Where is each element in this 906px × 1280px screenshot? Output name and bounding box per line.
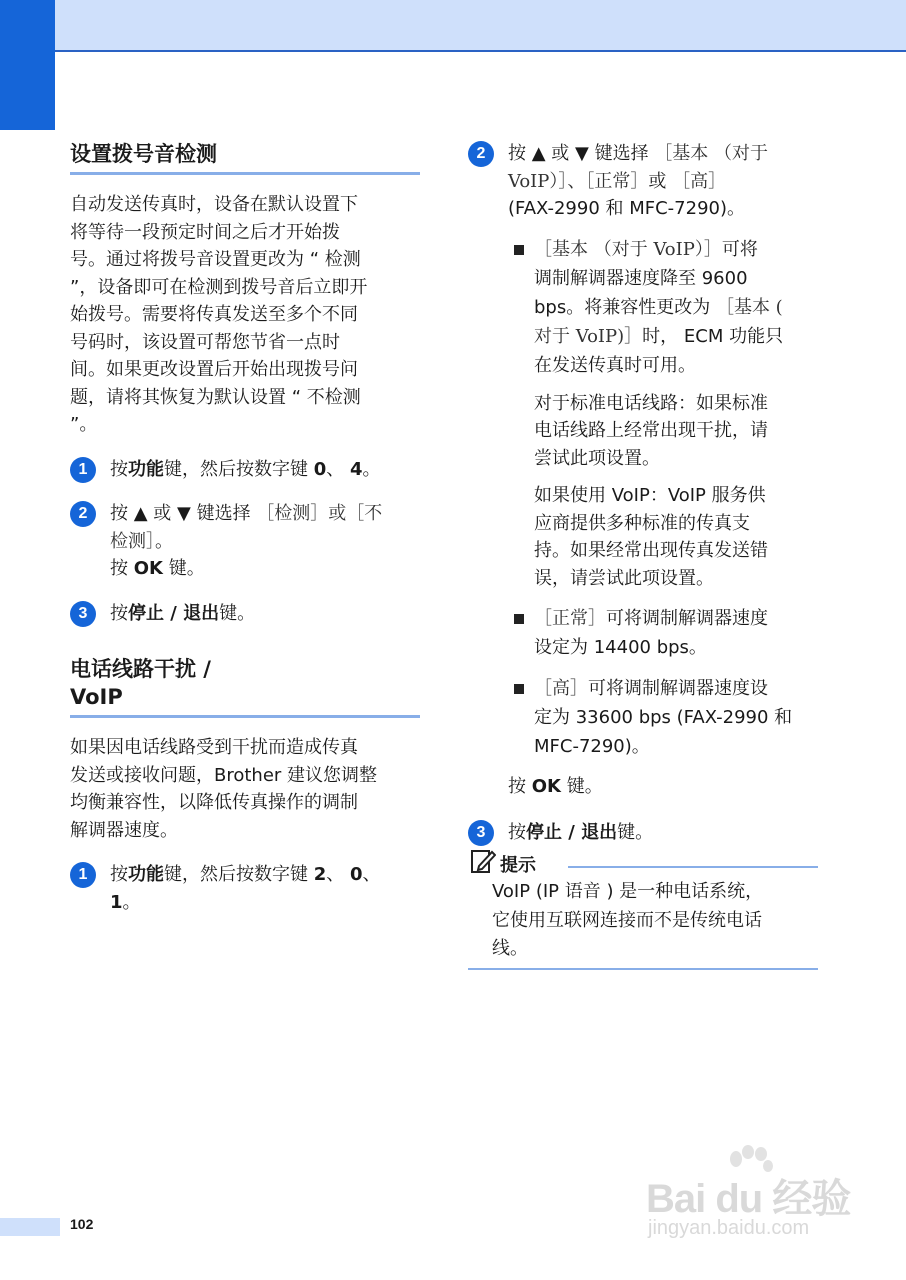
step-number: 1 (70, 457, 96, 483)
watermark-brand: Bai du 经验 (646, 1177, 851, 1221)
step-number: 3 (468, 820, 494, 846)
baidu-watermark (640, 1145, 860, 1245)
note-header (468, 848, 818, 878)
watermark-url: jingyan.baidu.com (648, 1217, 810, 1239)
step-number: 2 (468, 141, 494, 167)
voip-paragraph: 如果因电话线路受到干扰而造成传真 发送或接收问题，Brother 建议您调整 均衡兼容性，以降低传真操作的调制 解调器速度。 (70, 737, 378, 841)
step-3-dial: 3 按停止 / 退出键。 (70, 600, 420, 628)
left-column (70, 140, 420, 916)
basic-voip-service-note: 如果使用 VoIP：VoIP 服务供 应商提供多种标准的传真支 持。如果经常出现传真发送错 误，请尝试此项设置。 (534, 485, 768, 589)
note-body: VoIP (IP 语音 ) 是一种电话系统， 它使用互联网连接而不是传统电话 线。 (492, 881, 764, 959)
note-bottom-rule (468, 968, 818, 970)
note-pencil-icon (470, 848, 496, 874)
page-number-band (0, 1218, 60, 1236)
bullet-basic-voip: ［基本 （对于 VoIP）］可将 调制解调器速度降至 9600 bps。将兼容性更改为 ［基本 ( 对于 VoIP)］时， ECM 功能只 在发送传真时可用。 (468, 235, 818, 380)
step-1-voip: 1 按功能键，然后按数字键 2、 0、 1。 (70, 861, 420, 916)
section-heading-dial-tone: 设置拨号音检测 (70, 140, 420, 175)
bullet-normal: ［正常］可将调制解调器速度 设定为 14400 bps。 (468, 604, 818, 662)
bullet-high: ［高］可将调制解调器速度设 定为 33600 bps (FAX-2990 和 MFC-7290)。 (468, 674, 818, 761)
section-heading-voip: 电话线路干扰 / VoIP (70, 655, 420, 718)
press-ok-line: 按 OK 键。 (508, 776, 603, 797)
step-2-dial: 2 按 ▲ 或 ▼ 键选择 ［检测］或［不 检测］。 按 OK 键。 (70, 500, 420, 583)
note-label: 提示 (500, 855, 536, 876)
step-3-voip: 3 按停止 / 退出键。 (468, 819, 818, 847)
page-number: 102 (70, 1216, 94, 1232)
step-number: 2 (70, 501, 96, 527)
step-number: 3 (70, 601, 96, 627)
bullet-square-icon (514, 684, 524, 694)
step-2-voip: 2 按 ▲ 或 ▼ 键选择 ［基本 （对于 VoIP）］、［正常］或 ［高］ (FAX-2990 和 MFC-7290)。 (468, 140, 818, 223)
bullet-square-icon (514, 245, 524, 255)
basic-voip-standard-line-note: 对于标准电话线路：如果标准 电话线路上经常出现干扰，请 尝试此项设置。 (534, 392, 768, 469)
intro-paragraph: 自动发送传真时，设备在默认设置下 将等待一段预定时间之后才开始拨 号。通过将拨号音设置更改为 “ 检测 ”，设备即可在检测到拨号音后立即开 始拨号。需要将传真发送至多个不同 号码时，该设置可帮您节省一点时 间。如果更改设置后开始出现拨号问 题，请将其恢复为默认设置 “ 不检测 ”。 (70, 194, 368, 435)
note-divider (568, 866, 818, 868)
step-number: 1 (70, 862, 96, 888)
chapter-tab (0, 0, 55, 130)
header-band (0, 0, 906, 52)
step-1-dial: 1 按功能键，然后按数字键 0、 4。 (70, 456, 420, 484)
right-column (468, 140, 818, 846)
bullet-square-icon (514, 614, 524, 624)
